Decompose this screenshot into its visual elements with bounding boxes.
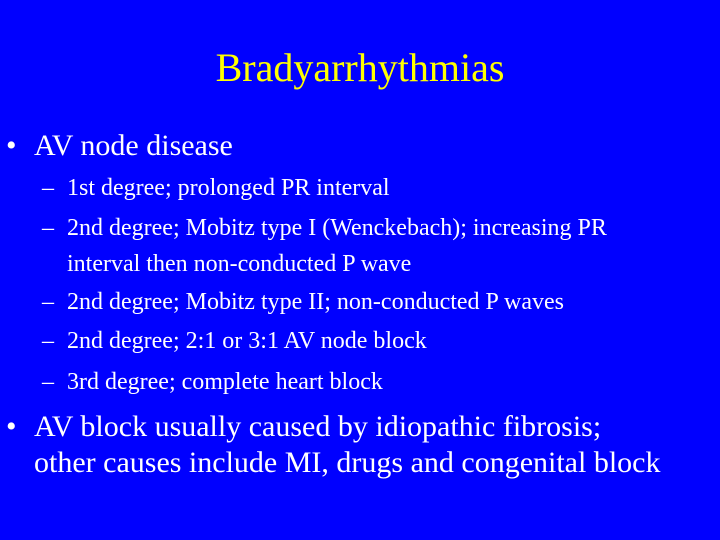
dash-marker: – (42, 215, 54, 241)
dash-marker: – (42, 289, 54, 315)
subitem-line: 1st degree; prolonged PR interval (67, 175, 390, 201)
subitem-line: 3rd degree; complete heart block (67, 369, 383, 395)
bullet-marker: • (6, 129, 17, 162)
subitem-text (67, 210, 607, 282)
slide-title: Bradyarrhythmias (215, 45, 505, 90)
bullet-line: AV block usually caused by idiopathic fibrosis; (34, 410, 602, 443)
bullet-line: other causes include MI, drugs and congenital block (34, 446, 661, 479)
bullet-line: AV node disease (34, 129, 233, 162)
bullet-text (34, 128, 233, 164)
subitem-text (67, 170, 390, 206)
bullet-text (34, 409, 660, 481)
subitem-line: 2nd degree; 2:1 or 3:1 AV node block (67, 328, 427, 354)
dash-marker: – (42, 328, 54, 354)
subitem-line: 2nd degree; Mobitz type II; non-conducted P waves (67, 289, 564, 315)
bullet-marker: • (6, 410, 17, 443)
subitem-text (67, 364, 383, 400)
subitem-line: interval then non-conducted P wave (67, 251, 412, 277)
dash-marker: – (42, 175, 54, 201)
subitem-line: 2nd degree; Mobitz type I (Wenckebach); increasing PR (67, 215, 607, 241)
dash-marker: – (42, 369, 54, 395)
subitem-text (67, 284, 564, 320)
subitem-text (67, 323, 427, 359)
